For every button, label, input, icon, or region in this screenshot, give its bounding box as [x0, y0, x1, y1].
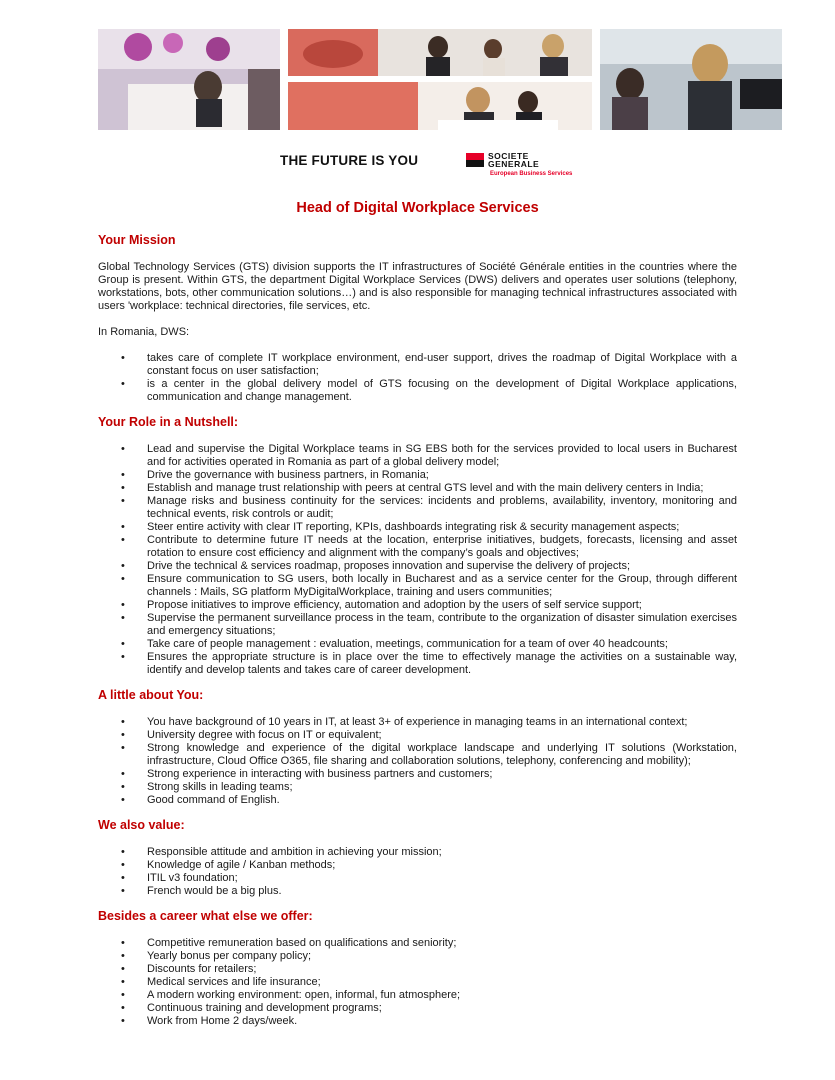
- list-item: • Discounts for retailers;: [98, 963, 737, 976]
- office-photo-meeting: [98, 29, 280, 130]
- list-item: • Responsible attitude and ambition in achieving your mission;: [98, 846, 737, 859]
- job-title: Head of Digital Workplace Services: [296, 200, 539, 216]
- role-list: [98, 443, 737, 677]
- list-item: • Medical services and life insurance;: [98, 976, 737, 989]
- list-item: • Supervise the permanent surveillance process in the team, contribute to the organization of disaster simulation exercises and emergency situations;: [98, 612, 737, 638]
- list-item: • Take care of people management : evaluation, meetings, communication for a team of over 40 headcounts;: [98, 638, 737, 651]
- list-item: • Manage risks and business continuity for the services: incidents and problems, availability, inventory, monitoring and technical events, risk controls or audit;: [98, 495, 737, 521]
- societe-generale-logo: [466, 153, 484, 167]
- list-item: • Good command of English.: [98, 794, 737, 807]
- list-item: • Drive the governance with business partners, in Romania;: [98, 469, 737, 482]
- list-item: • Work from Home 2 days/week.: [98, 1015, 737, 1028]
- list-item: • Contribute to determine future IT needs at the location, enterprise initiatives, budgets, forecasts, licensing and asset rotation to ensure cost efficiency and alignment with the company’s goals and objectives;: [98, 534, 737, 560]
- list-item: • Lead and supervise the Digital Workplace teams in SG EBS both for the services provided to local users in Bucharest and for activities operated in Romania as part of a global delivery model;: [98, 443, 737, 469]
- list-item: • ITIL v3 foundation;: [98, 872, 737, 885]
- office-photo-team: [288, 29, 592, 76]
- company-name: SOCIETE GENERALE: [488, 151, 540, 169]
- list-item: • Strong experience in interacting with business partners and customers;: [98, 768, 737, 781]
- section-heading-mission: Your Mission: [98, 233, 176, 247]
- mission-paragraph: Global Technology Services (GTS) division supports the IT infrastructures of Société Générale entities in the countries where the Group is present. Within GTS, the department Digital Workplace Services (DWS) delivers and operates user solutions (telephony, workstations, bots, other communication solutions…) and is also responsible for managing technical infrastructures associated with users 'workplace: technical directories, file services, etc.: [98, 261, 737, 312]
- section-heading-value: We also value:: [98, 818, 185, 832]
- value-list: [98, 846, 737, 898]
- list-item: • You have background of 10 years in IT, at least 3+ of experience in managing teams in an international context;: [98, 716, 737, 729]
- list-item: • is a center in the global delivery model of GTS focusing on the development of Digital Workplace applications, communication and change management.: [98, 378, 737, 404]
- list-item: • Establish and manage trust relationship with peers at central GTS level and with the main delivery centers in India;: [98, 482, 737, 495]
- section-heading-offer: Besides a career what else we offer:: [98, 909, 313, 923]
- list-item: • Steer entire activity with clear IT reporting, KPIs, dashboards integrating risk & security management aspects;: [98, 521, 737, 534]
- logo-red-bar: [466, 153, 484, 160]
- list-item: • Ensure communication to SG users, both locally in Bucharest and as a service center for the Group, through different channels : Mails, SG platform MyDigitalWorkplace, training and users communities;: [98, 573, 737, 599]
- division-name: European Business Services: [490, 171, 573, 177]
- section-heading-role: Your Role in a Nutshell:: [98, 415, 239, 429]
- list-item: • French would be a big plus.: [98, 885, 737, 898]
- list-item: • Ensures the appropriate structure is in place over the time to effectively manage the activities on a sustainable way, identify and develop talents and takes care of career development.: [98, 651, 737, 677]
- job-description: [98, 232, 737, 1028]
- list-item: • takes care of complete IT workplace environment, end-user support, drives the roadmap of Digital Workplace with a constant focus on user satisfaction;: [98, 352, 737, 378]
- logo-black-bar: [466, 160, 484, 167]
- list-item: • Strong skills in leading teams;: [98, 781, 737, 794]
- office-photo-discussion: [288, 82, 592, 130]
- mission-list: [98, 352, 737, 404]
- list-item: • Knowledge of agile / Kanban methods;: [98, 859, 737, 872]
- list-item: • Strong knowledge and experience of the digital workplace landscape and underlying IT solutions (Workstation, infrastructure, Cloud Office O365, file sharing and collaboration solutions, telephony, conferencing and mobility);: [98, 742, 737, 768]
- list-item: • University degree with focus on IT or equivalent;: [98, 729, 737, 742]
- about-list: [98, 716, 737, 807]
- list-item: • Competitive remuneration based on qualifications and seniority;: [98, 937, 737, 950]
- section-heading-about: A little about You:: [98, 688, 204, 702]
- list-item: • Drive the technical & services roadmap, proposes innovation and supervise the delivery of projects;: [98, 560, 737, 573]
- list-item: • Yearly bonus per company policy;: [98, 950, 737, 963]
- brand-tagline: THE FUTURE IS YOU: [280, 153, 419, 168]
- list-item: • Continuous training and development programs;: [98, 1002, 737, 1015]
- offer-list: [98, 937, 737, 1028]
- list-item: • A modern working environment: open, informal, fun atmosphere;: [98, 989, 737, 1002]
- photo-collage: [98, 29, 782, 130]
- office-photo-workstation: [600, 29, 782, 130]
- mission-intro: In Romania, DWS:: [98, 326, 190, 338]
- brand-header: [280, 150, 610, 182]
- list-item: • Propose initiatives to improve efficiency, automation and adoption by the users of self service support;: [98, 599, 737, 612]
